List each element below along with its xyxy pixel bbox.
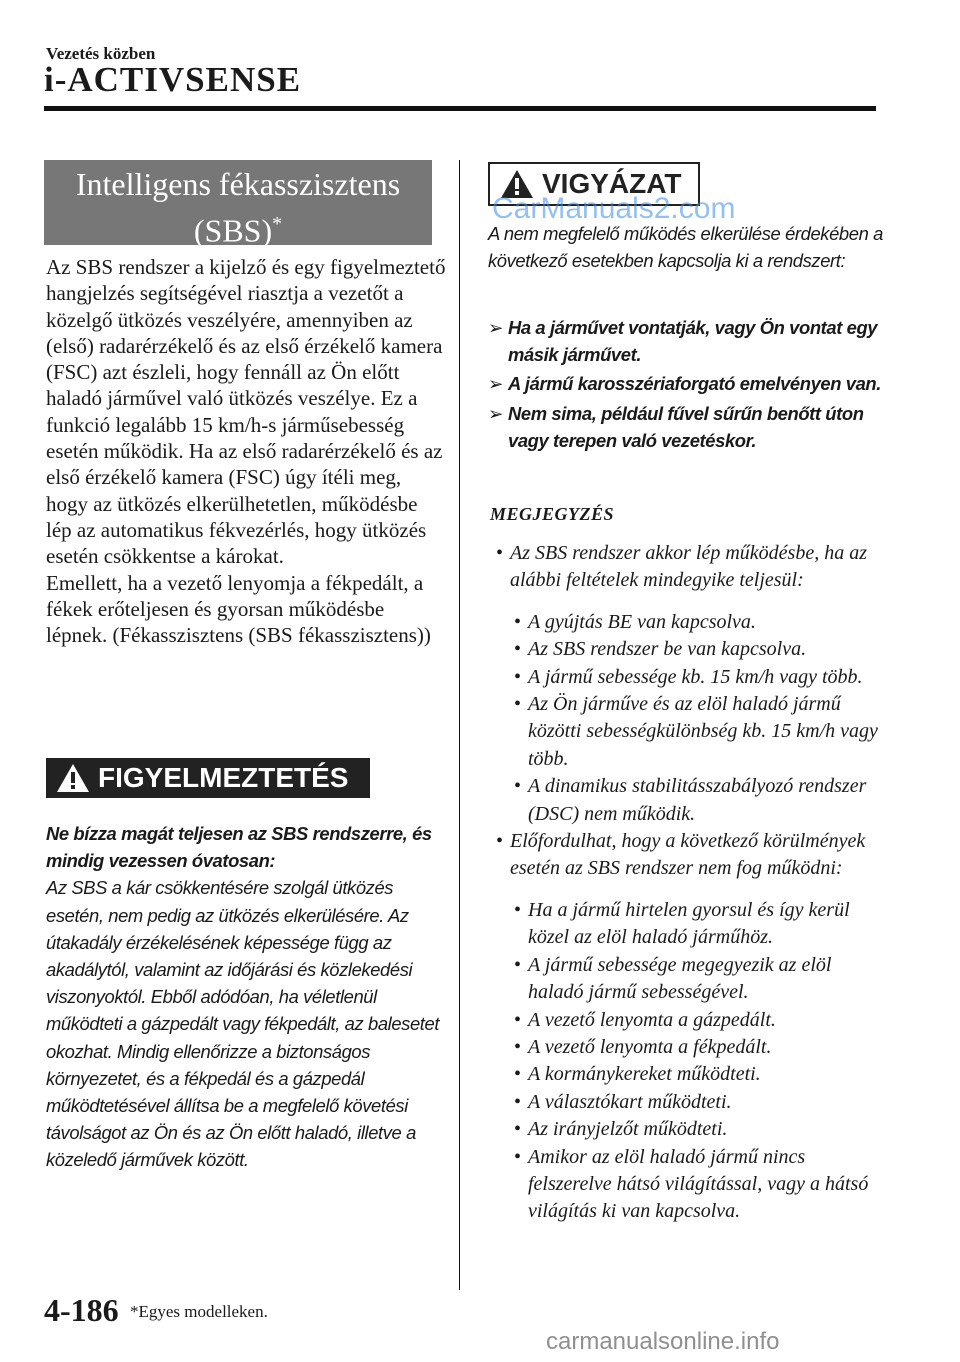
note-subitem: • A választókart működteti.: [490, 1089, 890, 1116]
note-subitem: • A dinamikus stabilitásszabályozó rendszer (DSC) nem működik.: [514, 775, 867, 825]
bullet-dot-icon: •: [514, 1145, 522, 1168]
caution-item: ➢ A jármű karosszériaforgató emelvényen van.: [488, 370, 888, 397]
note-subitem: • A vezető lenyomta a fékpedált.: [490, 1034, 890, 1061]
caution-item: ➢ Nem sima, például fűvel sűrűn benőtt úton vagy terepen való vezetéskor.: [488, 400, 888, 454]
warning-bold-text: Ne bízza magát teljesen az SBS rendszerre, és mindig vezessen óvatosan:: [46, 823, 432, 872]
bullet-dot-icon: •: [514, 898, 522, 921]
note-subitem: • Az irányjelzőt működteti.: [490, 1116, 890, 1143]
section-title-line2: (SBS)*: [193, 212, 283, 249]
page-number: 4-186: [44, 1292, 119, 1328]
bullet-dot-icon: •: [496, 542, 504, 564]
footnote: *Egyes modelleken.: [130, 1302, 268, 1321]
bullet-dot-icon: •: [514, 1063, 522, 1086]
warning-label: FIGYELMEZTETÉS: [98, 762, 349, 793]
note-subitem: • A vezető lenyomta a gázpedált.: [490, 1007, 890, 1034]
header-rule: [44, 106, 876, 111]
running-header-title: i-ACTIVSENSE: [44, 60, 302, 99]
note-subitem: • Az Ön járműve és az elöl haladó jármű közötti sebességkülönbség kb. 15 km/h vagy több.: [514, 693, 878, 770]
bullet-dot-icon: •: [514, 638, 522, 661]
section-title-box: [44, 160, 432, 249]
running-header-section: Vezetés közben: [46, 44, 156, 63]
caution-label: VIGYÁZAT: [542, 168, 682, 199]
caution-list: [488, 314, 888, 456]
bullet-dot-icon: •: [514, 775, 522, 798]
bullet-dot-icon: •: [514, 665, 522, 688]
arrow-bullet-icon: ➢: [488, 373, 504, 395]
note-subitem: • Ha a jármű hirtelen gyorsul és így kerül közel az elöl haladó járműhöz.: [514, 898, 850, 949]
sbs-paragraph-2: Emellett, ha a vezető lenyomja a fékpedált, a fékek erőteljesen és gyorsan működésbe lépnek. (Fékasszisztens (SBS fékasszisztens)): [46, 570, 431, 648]
watermark-bottom: carmanualsonline.info: [546, 1328, 780, 1355]
bullet-dot-icon: •: [514, 1090, 522, 1113]
sbs-description: [46, 254, 446, 648]
bullet-dot-icon: •: [514, 693, 522, 716]
bullet-dot-icon: •: [514, 610, 522, 633]
note-subitem: • A jármű sebessége megegyezik az elöl haladó jármű sebességével.: [514, 953, 832, 1004]
warning-body: [46, 820, 446, 1174]
arrow-bullet-icon: ➢: [488, 402, 504, 424]
warning-text: Az SBS a kár csökkentésére szolgál ütközés esetén, nem pedig az ütközés elkerülésére. Az útakadály érzékelésének képessége függ az akadálytól, valamint az időjárási és közlekedési viszonyoktól. Ebből adódóan, ha véletlenül működteti a gázpedált vagy fékpedált, az balesetet okozhat. Mindig ellenőrizze a biztonságos környezetet, és a fékpedál és a gázpedál működtetésével állítsa be a megfelelő követési távolságot az Ön és az Ön előtt haladó, illetve a közeledő járművek között.: [46, 877, 440, 1171]
column-divider: [459, 160, 460, 1290]
note-subitem: • A kormánykereket működteti.: [490, 1061, 890, 1088]
warning-triangle-icon: [56, 763, 90, 793]
note-item: • Előfordulhat, hogy a következő körülmények esetén az SBS rendszer nem fog működni:: [496, 830, 866, 880]
note-subitem: • Amikor az elöl haladó jármű nincs felszerelve hátsó világítással, vagy a hátsó világítás ki van kapcsolva.: [514, 1145, 869, 1223]
bullet-dot-icon: •: [514, 1008, 522, 1031]
note-subitem: • A jármű sebessége kb. 15 km/h vagy több.: [490, 664, 890, 691]
sbs-paragraph-1: Az SBS rendszer a kijelző és egy figyelmeztető hangjelzés segítségével riasztja a vezetőt a közelgő ütközés veszélyére, amennyiben az (első) radarérzékelő és az első érzékelő kamera (FSC) azt észleli, hogy fennáll az Ön előtt haladó járművel való ütközés veszélye. Ez a funkció legalább 15 km/h-s járműsebesség esetén működik. Ha az első radarérzékelő és az első érzékelő kamera (FSC) úgy ítéli meg, hogy az ütközés elkerülhetetlen, működésbe lép az automatikus fékvezérlés, hogy ütközés esetén csökkentse a károkat.: [46, 255, 446, 569]
warning-banner: [46, 758, 370, 798]
bullet-dot-icon: •: [514, 953, 522, 976]
note-item: • Az SBS rendszer akkor lép működésbe, ha az alábbi feltételek mindegyike teljesül:: [496, 542, 867, 592]
section-title-line1: Intelligens fékasszisztens: [75, 166, 401, 202]
bullet-dot-icon: •: [514, 1035, 522, 1058]
note-list: [490, 540, 890, 1226]
caution-intro: A nem megfelelő működés elkerülése érdekében a következő esetekben kapcsolja ki a rendszert:: [488, 223, 883, 272]
caution-item: ➢ Ha a járművet vontatják, vagy Ön vontat egy másik járművet.: [488, 314, 888, 368]
note-subitem: • A gyújtás BE van kapcsolva.: [490, 609, 890, 636]
note-heading: MEGJEGYZÉS: [490, 504, 615, 524]
bullet-dot-icon: •: [496, 830, 504, 853]
note-subitem: • Az SBS rendszer be van kapcsolva.: [490, 636, 890, 663]
asterisk-mark: *: [272, 213, 283, 235]
arrow-bullet-icon: ➢: [488, 317, 504, 338]
watermark-top: CarManuals2.com: [492, 192, 736, 225]
bullet-dot-icon: •: [514, 1118, 522, 1141]
